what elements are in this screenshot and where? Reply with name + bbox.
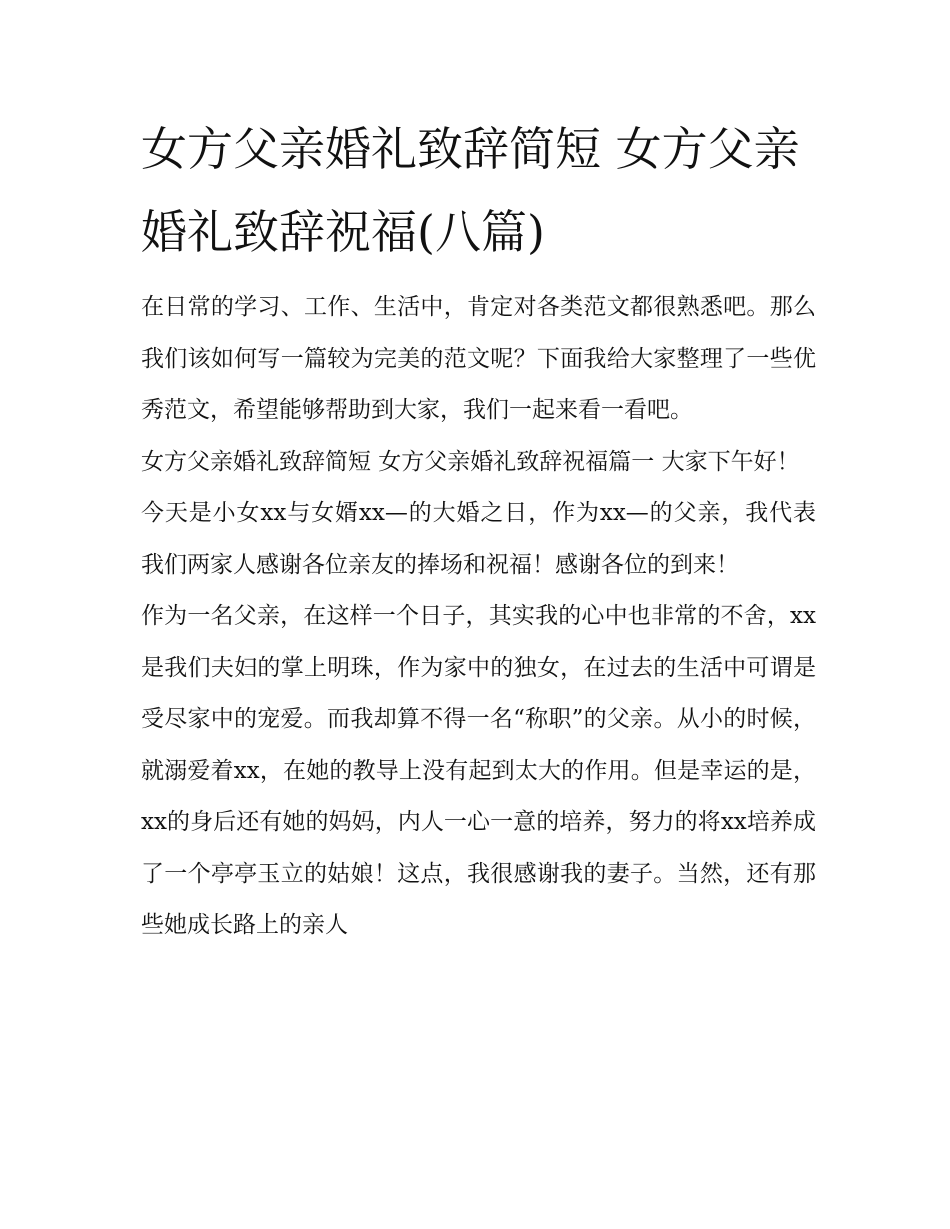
body-paragraph: 作为一名父亲，在这样一个日子，其实我的心中也非常的不舍，xx是我们夫妇的掌上明珠，作为家中的独女，在过去的生活中可谓是受尽家中的宠爱。而我却算不得一名“称职”的父亲。从小的时候，就溺爱着xx，在她的教导上没有起到太大的作用。但是幸运的是，xx的身后还有她的妈妈，内人一心一意的培养，努力的将xx培养成了一个亭亭玉立的姑娘！这点，我很感谢我的妻子。当然，还有那些她成长路上的亲人	[141, 603, 816, 938]
document-content	[141, 108, 816, 952]
body-paragraph: 今天是小女xx与女婿xx—的大婚之日，作为xx—的父亲，我代表我们两家人感谢各位亲友的捧场和祝福！感谢各位的到来！	[141, 500, 816, 578]
intro-paragraph: 在日常的学习、工作、生活中，肯定对各类范文都很熟悉吧。那么我们该如何写一篇较为完美的范文呢？下面我给大家整理了一些优秀范文，希望能够帮助到大家，我们一起来看一看吧。	[141, 294, 816, 423]
document-body	[141, 282, 816, 952]
section-heading-paragraph: 女方父亲婚礼致辞简短 女方父亲婚礼致辞祝福篇一 大家下午好！	[141, 448, 800, 475]
document-title: 女方父亲婚礼致辞简短 女方父亲婚礼致辞祝福(八篇)	[141, 122, 800, 259]
